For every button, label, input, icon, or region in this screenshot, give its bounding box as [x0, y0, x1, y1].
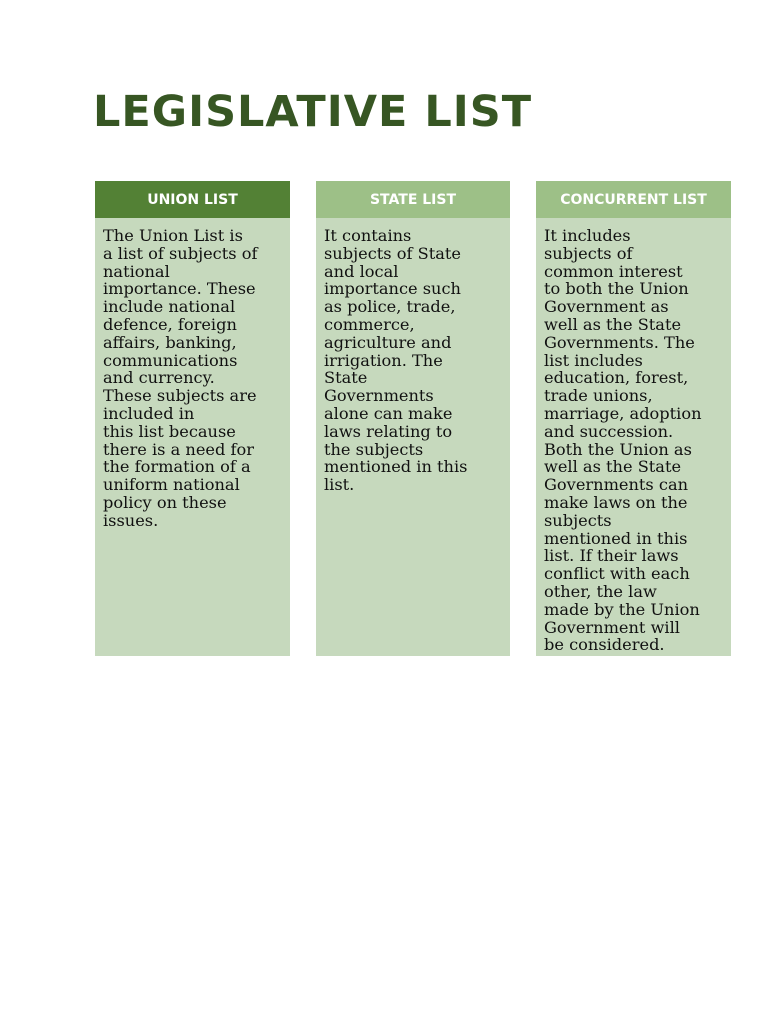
- body-text-line: be considered.: [544, 635, 665, 655]
- body-text-line: list includes: [544, 350, 643, 370]
- body-text-line: well as the State: [544, 457, 682, 477]
- body-text-line: a list of subjects of: [103, 243, 258, 263]
- body-text-line: marriage, adoption: [544, 403, 702, 423]
- body-text-line: subjects of: [544, 243, 633, 263]
- body-text-line: irrigation. The: [324, 350, 443, 370]
- body-text-line: this list because: [103, 421, 236, 441]
- body-text-line: policy on these: [103, 492, 227, 512]
- body-text-line: mentioned in this: [324, 457, 468, 477]
- concurrent-list-header: CONCURRENT LIST: [536, 181, 731, 218]
- body-text-line: included in: [103, 403, 195, 423]
- body-text-line: Government will: [544, 617, 680, 637]
- body-text-line: State: [324, 368, 368, 388]
- union-list-column: [95, 181, 290, 656]
- body-text-line: there is a need for: [103, 439, 254, 459]
- body-text-line: subjects of State: [324, 243, 461, 263]
- state-list-body: [316, 218, 510, 494]
- body-text-line: mentioned in this: [544, 528, 688, 548]
- body-text-line: defence, foreign: [103, 314, 237, 334]
- page-title: LEGISLATIVE LIST: [93, 87, 533, 137]
- body-text-line: the formation of a: [103, 457, 251, 477]
- body-text-line: commerce,: [324, 314, 415, 334]
- body-text-line: include national: [103, 297, 236, 317]
- body-text-line: issues.: [103, 510, 159, 530]
- body-text-line: agriculture and: [324, 332, 452, 352]
- body-text-line: other, the law: [544, 581, 657, 601]
- body-text-line: conflict with each: [544, 564, 690, 584]
- body-text-line: Governments can: [544, 475, 689, 495]
- body-text-line: to both the Union: [544, 279, 689, 299]
- body-text-line: common interest: [544, 261, 683, 281]
- body-text-line: affairs, banking,: [103, 332, 237, 352]
- body-text-line: uniform national: [103, 475, 240, 495]
- body-text-line: Governments. The: [544, 332, 695, 352]
- body-text-line: made by the Union: [544, 599, 700, 619]
- body-text-line: Government as: [544, 297, 669, 317]
- body-text-line: well as the State: [544, 314, 682, 334]
- body-text-line: and currency.: [103, 368, 215, 388]
- concurrent-list-body: [536, 218, 731, 654]
- body-text-line: Both the Union as: [544, 439, 692, 459]
- body-text-line: trade unions,: [544, 386, 653, 406]
- body-text-line: national: [103, 261, 170, 281]
- body-text-line: the subjects: [324, 439, 424, 459]
- body-text-line: These subjects are: [103, 386, 257, 406]
- body-text-line: make laws on the: [544, 492, 688, 512]
- state-list-column: [316, 181, 510, 656]
- body-text-line: list. If their laws: [544, 546, 679, 566]
- union-list-body: [95, 218, 290, 530]
- body-text-line: It contains: [324, 226, 412, 245]
- body-text-line: laws relating to: [324, 421, 453, 441]
- body-text-line: subjects: [544, 510, 612, 530]
- body-text-line: and local: [324, 261, 399, 281]
- body-text-line: importance. These: [103, 279, 256, 299]
- body-text-line: importance such: [324, 279, 461, 299]
- body-text-line: education, forest,: [544, 368, 689, 388]
- concurrent-list-column: [536, 181, 731, 656]
- body-text-line: alone can make: [324, 403, 453, 423]
- state-list-header: STATE LIST: [316, 181, 510, 218]
- body-text-line: The Union List is: [103, 226, 243, 245]
- body-text-line: communications: [103, 350, 238, 370]
- body-text-line: list.: [324, 475, 355, 495]
- body-text-line: It includes: [544, 226, 631, 245]
- body-text-line: Governments: [324, 386, 434, 406]
- body-text-line: as police, trade,: [324, 297, 456, 317]
- union-list-header: UNION LIST: [95, 181, 290, 218]
- body-text-line: and succession.: [544, 421, 674, 441]
